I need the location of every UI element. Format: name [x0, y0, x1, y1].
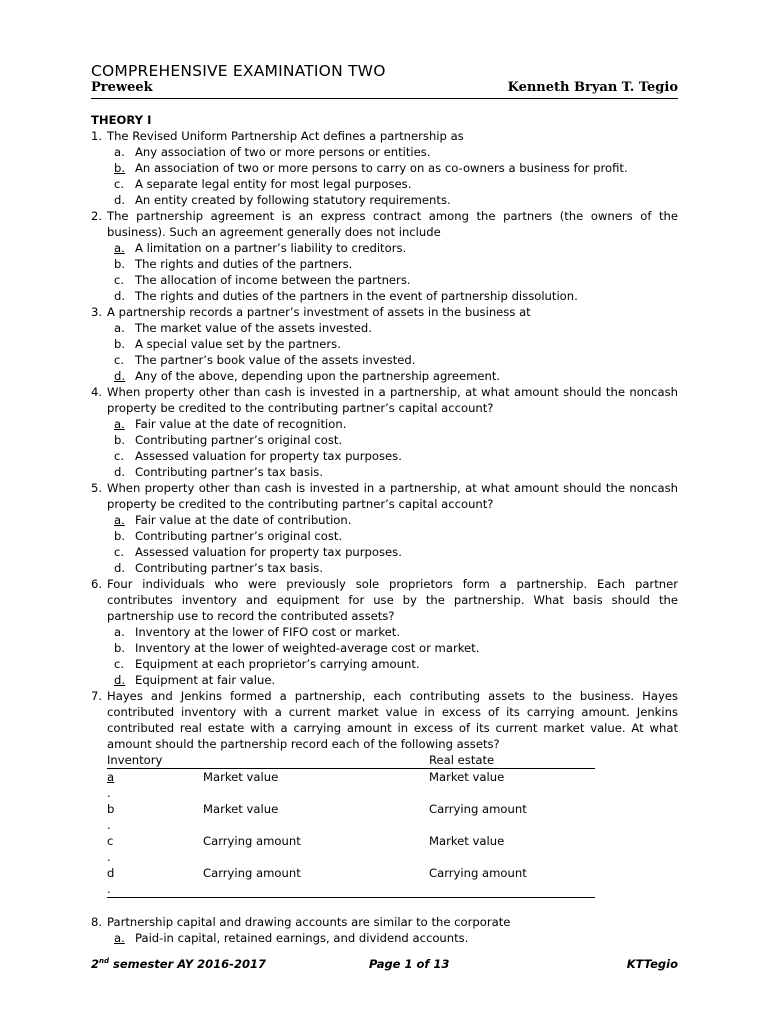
option: [91, 432, 678, 448]
cell-inventory: Carrying amount: [203, 865, 429, 898]
exam-content: [91, 112, 678, 946]
option-letter: c.: [114, 657, 125, 671]
option-letter: b.: [114, 257, 126, 271]
question-2: [91, 208, 678, 304]
option-letter: d.: [114, 673, 126, 687]
table-header-spacer: [203, 752, 429, 769]
option-text: Paid-in capital, retained earnings, and dividend accounts.: [135, 931, 469, 945]
option-text: The rights and duties of the partners in the event of partnership dissolution.: [135, 289, 578, 303]
option-letter: a.: [114, 241, 125, 255]
footer-page-number: Page 1 of 13: [369, 957, 450, 971]
question-text: Four individuals who were previously sole proprietors form a partnership. Each partner contributes inventory and equipment for use by the partnership. What basis should the partnership use to record the contributed assets?: [107, 577, 678, 623]
option-text: A limitation on a partner’s liability to creditors.: [135, 241, 407, 255]
exam-title: COMPREHENSIVE EXAMINATION TWO: [91, 62, 386, 80]
option-text: The allocation of income between the partners.: [135, 273, 411, 287]
footer-semester: 2nd semester AY 2016-2017: [91, 957, 266, 971]
section-heading: THEORY I: [91, 113, 152, 127]
option: [91, 272, 678, 288]
row-letter: a: [107, 770, 115, 784]
question-3: [91, 304, 678, 384]
option-letter: b.: [114, 529, 126, 543]
option: [91, 320, 678, 336]
cell-real-estate: Carrying amount: [429, 802, 527, 816]
row-dot: .: [107, 882, 111, 896]
option-text: Contributing partner’s tax basis.: [135, 465, 324, 479]
exam-subtitle: Preweek: [91, 80, 153, 95]
option-text: Assessed valuation for property tax purposes.: [135, 545, 402, 559]
row-dot: .: [107, 786, 111, 800]
option: [91, 448, 678, 464]
option-text: Any association of two or more persons or entities.: [135, 145, 431, 159]
option-answer: [91, 672, 678, 688]
option-letter: c.: [114, 177, 125, 191]
option-text: Contributing partner’s original cost.: [135, 529, 343, 543]
option-text: The partner’s book value of the assets invested.: [135, 353, 416, 367]
option-text: Assessed valuation for property tax purposes.: [135, 449, 402, 463]
option-letter: d.: [114, 289, 126, 303]
option-answer: [91, 416, 678, 432]
option-letter: a.: [114, 417, 125, 431]
question-number: 8.: [91, 915, 103, 929]
row-letter: b: [107, 802, 115, 816]
question-1: [91, 128, 678, 208]
option: [91, 176, 678, 192]
question-text: When property other than cash is invested in a partnership, at what amount should the noncash property be credited to the contributing partner’s capital account?: [107, 385, 678, 415]
option: [91, 656, 678, 672]
option-letter: a.: [114, 931, 125, 945]
option: [91, 528, 678, 544]
option: [91, 640, 678, 656]
question-number: 7.: [91, 689, 103, 703]
table-row: [107, 865, 595, 898]
option-letter: d.: [114, 561, 126, 575]
option-answer: [91, 930, 678, 946]
table-row: [107, 833, 595, 865]
option-letter: c.: [114, 273, 125, 287]
option-text: The market value of the assets invested.: [135, 321, 372, 335]
cell-real-estate: Market value: [429, 770, 505, 784]
table-header-real-estate: Real estate: [429, 752, 595, 769]
option-letter: d.: [114, 193, 126, 207]
question-text: Partnership capital and drawing accounts are similar to the corporate: [107, 915, 511, 929]
option-text: Inventory at the lower of weighted-average cost or market.: [135, 641, 480, 655]
question-number: 6.: [91, 577, 103, 591]
table-row: [107, 801, 595, 833]
cell-inventory: Market value: [203, 770, 279, 784]
table-row: [107, 769, 595, 802]
option-answer: [91, 368, 678, 384]
option-letter: d.: [114, 369, 126, 383]
option-letter: c.: [114, 545, 125, 559]
option-text: Contributing partner’s original cost.: [135, 433, 343, 447]
option: [91, 464, 678, 480]
option-text: An entity created by following statutory requirements.: [135, 193, 451, 207]
option-letter: b.: [114, 337, 126, 351]
option: [91, 544, 678, 560]
option: [91, 560, 678, 576]
question-8: [91, 914, 678, 946]
question-6: [91, 576, 678, 688]
option: [91, 352, 678, 368]
table-header-inventory: Inventory: [107, 752, 203, 769]
cell-real-estate: Carrying amount: [429, 865, 595, 898]
question-text: A partnership records a partner’s investment of assets in the business at: [107, 305, 531, 319]
cell-inventory: Market value: [203, 802, 279, 816]
question-number: 1.: [91, 129, 103, 143]
cell-inventory: Carrying amount: [203, 834, 301, 848]
row-dot: .: [107, 818, 111, 832]
row-dot: .: [107, 850, 111, 864]
option-answer: [91, 512, 678, 528]
option: [91, 624, 678, 640]
option-text: Fair value at the date of recognition.: [135, 417, 347, 431]
option-letter: b.: [114, 433, 126, 447]
option-letter: a.: [114, 321, 125, 335]
option: [91, 288, 678, 304]
cell-real-estate: Market value: [429, 834, 505, 848]
option-text: Any of the above, depending upon the partnership agreement.: [135, 369, 501, 383]
question-number: 2.: [91, 209, 103, 223]
option-text: Equipment at each proprietor’s carrying amount.: [135, 657, 420, 671]
option-letter: a.: [114, 145, 125, 159]
option-letter: b.: [114, 641, 126, 655]
question-number: 5.: [91, 481, 103, 495]
option-letter: c.: [114, 449, 125, 463]
option-text: Contributing partner’s tax basis.: [135, 561, 324, 575]
option-text: A special value set by the partners.: [135, 337, 341, 351]
row-letter: d: [107, 866, 115, 880]
option-answer: [91, 160, 678, 176]
question-number: 4.: [91, 385, 103, 399]
question-text: The partnership agreement is an express contract among the partners (the owners of the business). Such an agreement generally does not include: [107, 209, 678, 239]
option-text: An association of two or more persons to carry on as co-owners a business for profit.: [135, 161, 628, 175]
question-text: The Revised Uniform Partnership Act defines a partnership as: [107, 129, 464, 143]
question-7: [91, 688, 678, 898]
option: [91, 256, 678, 272]
question-text: Hayes and Jenkins formed a partnership, each contributing assets to the business. Hayes contributed inventory with a current market value in excess of its carrying amount. Jenkins contributed real estate with a carrying amount in excess of its current market value. At what amount should the partnership record each of the following assets?: [107, 689, 678, 751]
question-text: When property other than cash is invested in a partnership, at what amount should the noncash property be credited to the contributing partner’s capital account?: [107, 481, 678, 511]
option-letter: b.: [114, 161, 126, 175]
option-letter: d.: [114, 465, 126, 479]
option-text: A separate legal entity for most legal purposes.: [135, 177, 412, 191]
question-5: [91, 480, 678, 576]
option-letter: a.: [114, 625, 125, 639]
option-text: Equipment at fair value.: [135, 673, 276, 687]
author-name: Kenneth Bryan T. Tegio: [507, 80, 678, 95]
answer-table: [107, 752, 595, 898]
option-text: The rights and duties of the partners.: [135, 257, 353, 271]
row-letter: c: [107, 834, 114, 848]
option-text: Inventory at the lower of FIFO cost or market.: [135, 625, 401, 639]
footer-initials: KTTegio: [626, 957, 678, 971]
option: [91, 144, 678, 160]
option-text: Fair value at the date of contribution.: [135, 513, 352, 527]
header-row: [91, 80, 678, 99]
option-answer: [91, 240, 678, 256]
option-letter: c.: [114, 353, 125, 367]
option: [91, 336, 678, 352]
question-number: 3.: [91, 305, 103, 319]
option-letter: a.: [114, 513, 125, 527]
option: [91, 192, 678, 208]
question-4: [91, 384, 678, 480]
